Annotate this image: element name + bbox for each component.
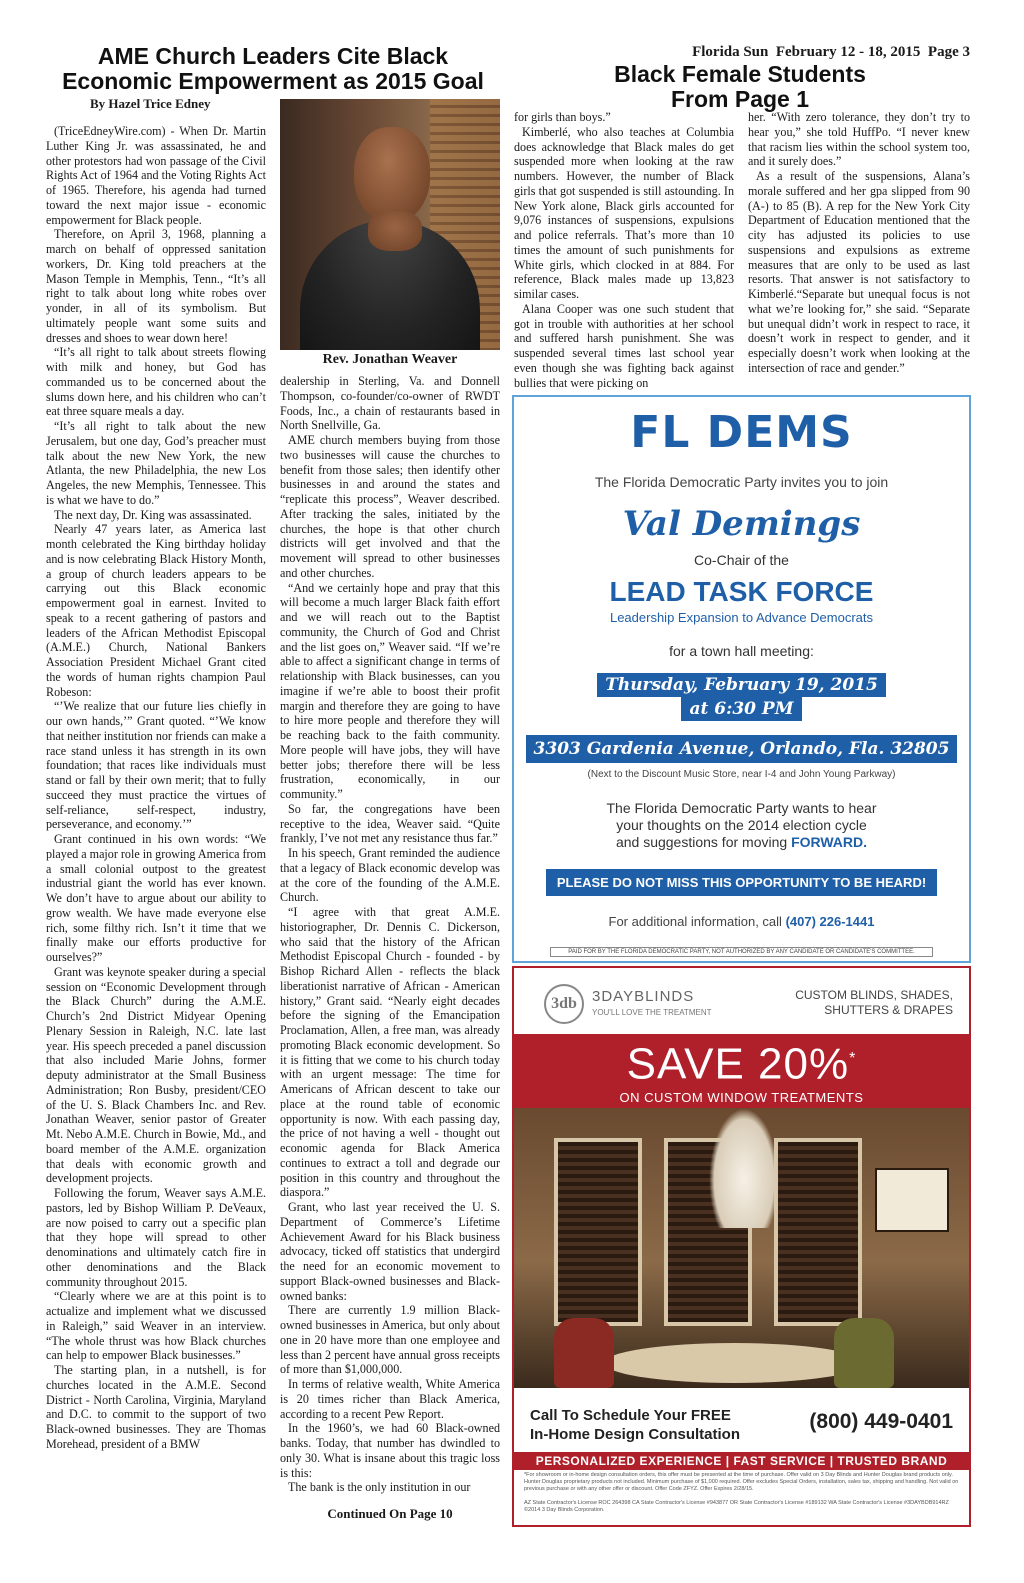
paragraph: “’We realize that our future lies chiefly in our own hands,’” Grant quoted. “’We know that neither institution nor friends can make a race stand unless it has strength in its own foundation; that races like individuals must stand or fall by their own merit; that to fully succeed they must practice the virtues of self-reliance, self-respect, industry, perseverance, and economy.’” <box>46 699 266 832</box>
fldems-ad <box>512 395 971 963</box>
fldems-address: 3303 Gardenia Avenue, Orlando, Fla. 32805 <box>526 735 958 763</box>
photo-head <box>354 127 430 223</box>
room-window-right <box>774 1138 862 1326</box>
paragraph: her. “With zero tolerance, they don’t try to hear you,” she told HuffPo. “I never knew that racism lies within the school system too, and it surely does.” <box>748 110 970 169</box>
main-headline: AME Church Leaders Cite Black Economic Empowerment as 2015 Goal <box>62 43 484 94</box>
continued-line: Continued On Page 10 <box>327 1506 453 1521</box>
page-folio: Florida Sun February 12 - 18, 2015 Page 3 <box>692 44 970 60</box>
paragraph: for girls than boys.” <box>514 110 611 124</box>
byline: By Hazel Trice Edney <box>90 96 211 111</box>
paragraph: “It’s all right to talk about the new Jerusalem, but one day, God’s preacher must talk about the new New York, the new Atlanta, the new Philadelphia, the new Los Angeles, the new Memphis, Tennessee. This is what we have to do.” <box>46 419 266 507</box>
blinds-save <box>514 1034 969 1090</box>
room-table <box>604 1343 864 1383</box>
paragraph: Nearly 47 years later, as America last month celebrated the King birthday holiday and is now celebrating Black History Month, a group of church leaders appears to be carrying out this Black economic empowerment goal in earnest. Invited to speak to a recent gathering of pastors and leaders of the African Methodist Episcopal (A.M.E.) Church, National Bankers Association President Michael Grant cited the words of human rights champion Paul Robeson: <box>46 522 266 699</box>
fldems-role: Co-Chair of the <box>694 552 789 568</box>
blinds-fine-print-2: AZ State Contractor's License ROC 264398 CA State Contractor's License #943877 OR State Contractor's License #189132 WA State Contractor's License #3DAYBDB914RZ ©2014 3 Day Blinds Corporation. <box>524 1500 949 1513</box>
blinds-tagline: YOU'LL LOVE THE TREATMENT <box>592 1008 712 1017</box>
room-chandelier <box>709 1108 779 1228</box>
fldems-hear-line-1: The Florida Democratic Party wants to hear <box>606 800 877 816</box>
paragraph: So far, the congregations have been receptive to the idea, Weaver said. “Quite frankly, I’ve not met any resistance thus far.” <box>280 801 500 846</box>
blinds-room-photo <box>514 1108 969 1388</box>
fldems-info-text: For additional information, call <box>608 914 782 929</box>
paragraph: There are currently 1.9 million Black-owned businesses in America, but only about one in 20 have more than one employee and less than 2 percent have annual gross receipts of more than $1,000,000. <box>280 1303 500 1377</box>
photo-hand <box>368 211 422 251</box>
blinds-call-2: In-Home Design Consultation <box>530 1426 740 1443</box>
fldems-logo: FL DEMS <box>630 407 853 458</box>
paragraph: “Clearly where we are at this point is to actualize and implement what we discussed in Raleigh,” said Weaver in an interview. “The whole thrust was how Black churches can help to empower Black businesses.” <box>46 1289 266 1363</box>
speaker-photo <box>280 99 500 350</box>
paragraph: Kimberlé, who also teaches at Columbia does acknowledge that Black males do get suspended more when looking at the raw numbers. However, the number of Black girls that got suspended is still astounding. In New York alone, Black girls accounted for 9,076 instances of suspensions, expulsions and police referrals. That’s more than 10 times the amount of such punishments for White girls, which clocked in at 884. For reference, Black males made up 13,823 similar cases. <box>514 124 734 301</box>
paragraph: (TriceEdneyWire.com) - When Dr. Martin Luther King Jr. was assassinated, he and other protestors had won passage of the Civil Rights Act of 1964 and the Voting Rights Act of 1965. Therefore, his agenda had turned toward the next major issue - economic empowerment for Black people. <box>46 124 266 227</box>
paragraph: Grant was keynote speaker during a special session on “Economic Development through the Black Church” during the A.M.E. Church’s 2nd District Midyear Opening Plenary Session in Raleigh, N.C. late last year. His speech preceded a panel discussion that also included Marie Johns, former deputy administrator at the Small Business Administration; Ron Busby, president/CEO of the U. S. Black Chambers Inc. and Rev. Jonathan Weaver, senior pastor of Greater Mt. Nebo A.M.E. Church in Bowie, Md., and board member of the A.M.E. organization that deals with economic growth and development projects. <box>46 964 266 1186</box>
paragraph: dealership in Sterling, Va. and Donnell Thompson, co-founder/co-owner of RWDT Foods, Inc., a chain of restaurants based in North Snellville, Ga. <box>280 374 500 433</box>
blinds-products <box>795 988 953 1018</box>
blinds-products-2: SHUTTERS & DRAPES <box>824 1003 953 1017</box>
blinds-ad <box>512 966 971 1527</box>
article-column-4 <box>748 110 970 392</box>
article-column-1 <box>46 124 266 1526</box>
room-artwork <box>875 1168 949 1232</box>
fldems-hear-line-2: your thoughts on the 2014 election cycle <box>616 817 867 833</box>
fldems-phone: (407) 226-1441 <box>785 914 875 929</box>
fldems-date: Thursday, February 19, 2015 <box>597 673 886 697</box>
blinds-save-star: * <box>849 1050 857 1067</box>
blinds-save-banner <box>514 1034 969 1108</box>
fldems-hear <box>514 800 969 851</box>
blinds-footer-banner: PERSONALIZED EXPERIENCE | FAST SERVICE | TRUSTED BRAND <box>514 1452 969 1470</box>
paragraph: The starting plan, in a nutshell, is for churches located in the A.M.E. Second District - North Carolina, Virginia, Maryland and D.C. to commit to the support of two Black-owned businesses. They are Thomas Morehead, president of a BMW <box>46 1363 266 1451</box>
paragraph: “And we certainly hope and pray that this will become a much larger Black faith effort and we will reach out to the Baptist community, the Church of God and Christ and the list goes on,” Weaver said. “If we’re able to affect a significant change in terms of relationship with Black businesses, can you imagine if we’re able to boost their profit margin and therefore they are going to have to hire more people and therefore they will be reaching back to the faith community. More people will have jobs, they will have better jobs; therefore there will be less frustration, economically, in our community.” <box>280 580 500 801</box>
blinds-call-1: Call To Schedule Your FREE <box>530 1407 731 1424</box>
paragraph: In his speech, Grant reminded the audience that a legacy of Black economic develop was at the core of the founding of the A.M.E. Church. <box>280 846 500 905</box>
fldems-invite: The Florida Democratic Party invites you to join <box>594 474 889 490</box>
room-chair-left <box>554 1318 614 1388</box>
fldems-forward: FORWARD. <box>791 834 868 850</box>
paragraph: Following the forum, Weaver says A.M.E. pastors, led by Bishop William P. DeVeaux, are now poised to carry out a specific plan that they hope will spread to other denominations and ultimately catch fire in other denominations and the Black community throughout 2015. <box>46 1186 266 1289</box>
blinds-save-sub: ON CUSTOM WINDOW TREATMENTS <box>619 1089 864 1105</box>
paragraph: As a result of the suspensions, Alana’s morale suffered and her gpa slipped from 90 (A-) to 85 (B). A rep for the New York City Department of Education mentioned that the city has adjusted its policies to use suspensions and expulsions as extreme measures that are only to be used as last resorts. That answer is not satisfactory to Kimberlé.“Separate but unequal focus is not what we’re looking for,” she said. “Separate but unequal didn’t work in respect to race, it doesn’t work in respect to gender, and it especially doesn’t work when looking at the intersection of race and gender.” <box>748 169 970 375</box>
blinds-save-text: SAVE 20% <box>626 1039 850 1089</box>
paragraph: “It’s all right to talk about streets flowing with milk and honey, but God has commanded us to be concerned about the slums down here, and his children who can’t eat three square meals a day. <box>46 345 266 419</box>
photo-caption: Rev. Jonathan Weaver <box>322 352 458 367</box>
fldems-name: Val Demings <box>622 504 861 544</box>
paragraph: In terms of relative wealth, White America is 20 times richer than Black America, according to a recent Pew Report. <box>280 1377 500 1421</box>
second-headline: Black Female Students From Page 1 <box>614 61 866 112</box>
room-chair-right <box>834 1318 894 1388</box>
room-window-left <box>554 1138 642 1326</box>
blinds-brand: 3DAYBLINDS <box>592 988 695 1005</box>
article-column-3 <box>514 110 734 392</box>
paragraph: Alana Cooper was one such student that got in trouble with authorities at her school and suffered harsh punishment. She was suspended several times last school year even though she was fighting back against bullies that were picking on <box>514 301 734 390</box>
article-column-2 <box>280 374 500 1510</box>
paragraph: “I agree with that great A.M.E. historiographer, Dr. Dennis C. Dickerson, who said that the history of the African Methodist Episcopal Church - founded - by Bishop Richard Allen - reflects the black liberationist narrative of African - American history,” Grant said. “Nearly eight decades before the signing of the Emancipation Proclamation, Allen, a free man, was already promoting Black economic development. So it is fitting that we come to his church today with an urgent message: The time for Americans of African descent to take our place at the round table of economic opportunity is now. With each passing day, the price of not having a well - thought out economic agenda for Black America continues to extract a toll and degrade our position in this country and throughout the diaspora.” <box>280 905 500 1200</box>
blinds-logo-mark: 3db <box>544 984 584 1024</box>
paragraph: The next day, Dr. King was assassinated. <box>54 507 252 522</box>
paragraph: Grant, who last year received the U. S. Department of Commerce’s Lifetime Achievement Award for his Black business advocacy, ticked off statistics that undergird the need for an economic movement to support Black-owned businesses and Black-owned banks: <box>280 1200 500 1303</box>
paragraph: In the 1960’s, we had 60 Black-owned banks. Today, that number has dwindled to only 30. What is insane about this tragic loss is this: <box>280 1421 500 1480</box>
fldems-info <box>514 914 969 929</box>
fldems-meeting: for a town hall meeting: <box>669 643 814 659</box>
fldems-task-force: LEAD TASK FORCE <box>609 576 874 607</box>
fldems-time: at 6:30 PM <box>681 697 801 721</box>
fldems-address-note: (Next to the Discount Music Store, near I-4 and John Young Parkway) <box>587 769 896 780</box>
blinds-call <box>530 1406 740 1444</box>
paragraph: The bank is the only institution in our <box>288 1480 471 1495</box>
blinds-products-1: CUSTOM BLINDS, SHADES, <box>795 988 953 1002</box>
paragraph: AME church members buying from those two businesses will cause the churches to benefit from those sales; then identify other businesses in and around the states and “replicate this process”, Weaver described. After tracking the sales, initiated by the churches, the hope is that other church districts will get involved and that the movement will spread to other businesses and other churches. <box>280 433 500 580</box>
fldems-disclaimer: PAID FOR BY THE FLORIDA DEMOCRATIC PARTY, NOT AUTHORIZED BY ANY CANDIDATE OR CANDIDATE'S COMMITTEE. <box>550 947 933 957</box>
fldems-hear-line-3 <box>514 834 969 851</box>
fldems-banner: PLEASE DO NOT MISS THIS OPPORTUNITY TO BE HEARD! <box>546 869 937 896</box>
blinds-fine-print-1: *For showroom or in-home design consultation orders, this offer must be presented at the time of purchase. Offer valid on 3 Day Blinds and Hunter Douglas brand products only. Hunter Douglas proprietary products not included. Minimum purchase of $1,000 required. Offer excludes Special Orders, installation, sales tax, shipping and handling. Not valid on previous purchase or with any other offer or discount. Offer Code ZFYZ. Offer Expires 2/28/15. <box>524 1472 959 1492</box>
blinds-phone: (800) 449-0401 <box>809 1410 953 1433</box>
fldems-hear-text-3: and suggestions for moving <box>615 834 788 850</box>
fldems-task-force-sub: Leadership Expansion to Advance Democrats <box>609 610 874 625</box>
paragraph: Grant continued in his own words: “We played a major role in growing America from a small colonial outpost to the greatest industrial giant the world has ever known. We don’t have to argue about our ability to grow wealth. We have made everyone else rich, some filthy rich. Isn’t it time that we finally make our efforts productive for ourselves?” <box>46 832 266 964</box>
paragraph: Therefore, on April 3, 1968, planning a march on behalf of oppressed sanitation workers, Dr. King told preachers at the Mason Temple in Memphis, Tenn., “It’s all right to talk about long white robes over yonder, in all of its symbolism. But ultimately people want some suits and dresses and shoes to wear down here! <box>46 227 266 345</box>
